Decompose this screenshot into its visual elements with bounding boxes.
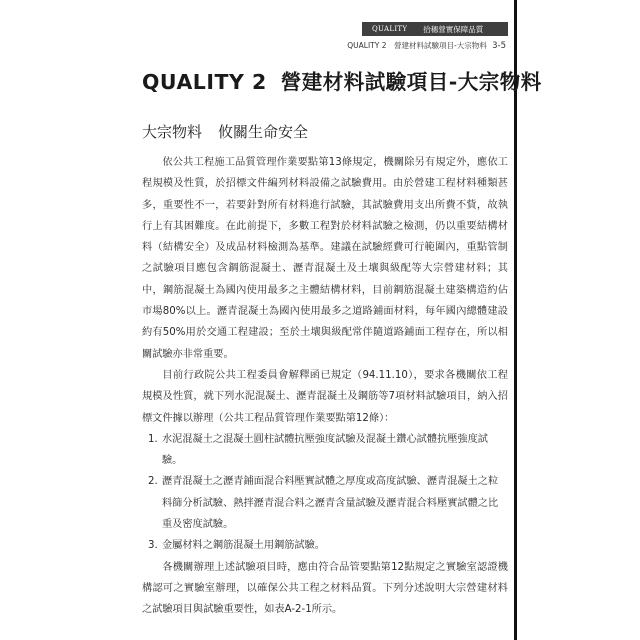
list-item: 2. 瀝青混凝土之瀝青鋪面混合料壓實試體之厚度或高度試驗、瀝青混凝土之粒料篩分析試驗、熱拌瀝青混合料之瀝青含量試驗及瀝青混合料壓實試體之比重及密度試驗。 [148,476,499,531]
subtitle-part1: 大宗物料 [142,123,203,141]
header-tab-title: 拾穗營實保障品質 [423,24,484,34]
page-title [142,65,542,95]
section-subtitle [142,121,308,142]
subtitle-part2: 攸關生命安全 [218,123,309,141]
paragraph: 目前行政院公共工程委員會解釋函已規定（94.11.10），要求各機關依工程規模及性質，就下列水泥混凝土、瀝青混凝土及鋼筋等7項材料試驗項目，納入招標文件據以辦理（公共工程品質管理作業要點第12條）： [142,369,508,424]
paragraph: 依公共工程施工品質管理作業要點第13條規定，機關除另有規定外，應依工程規模及性質，於招標文件編列材料設備之試驗費用。由於營建工程材料種類甚多，重要性不一，若要針對所有材料進行試驗，其試驗費用支出所費不貲，故執行上有其困難度。在此前提下，多數工程對於材料試驗之檢測，仍以重要結構材料（結構安全）及成品材料檢測為基準。建議在試驗經費可行範圍內，重點管制之試驗項目應包含鋼筋混凝土、瀝青混凝土及土壤與級配等大宗營建材料；其中，鋼筋混凝土為國內使用最多之主體結構材料，目前鋼筋混凝土建築構造約佔市場80%以上。瀝青混凝土為國內使用最多之道路鋪面材料，每年國內總體建設約有50%用於交通工程建設；至於土壤與級配常伴隨道路鋪面工程存在，所以相關試驗亦非常重要。 [142,157,508,360]
test-item-list [142,429,508,557]
header-tab [362,22,508,36]
running-head-text: QUALITY 2 營建材料試驗項目-大宗物料 [347,41,487,50]
list-item: 3. 金屬材料之鋼筋混凝土用鋼筋試驗。 [148,540,325,552]
page-number: 3-5 [492,41,506,51]
title-text: 營建材料試驗項目-大宗物料 [280,70,542,94]
closing-paragraph: 各機關辦理上述試驗項目時，應由符合品管要點第12點規定之實驗室認證機構認可之實驗室辦理，以確保公共工程之材料品質。下列分述說明大宗營建材料之試驗項目與試驗重要性，如表A-2-1所示。 [142,561,508,616]
page-edge-bar [514,0,517,640]
list-item: 1. 水泥混凝土之混凝土圓柱試體抗壓強度試驗及混凝土鑽心試體抗壓強度試驗。 [148,433,488,467]
title-quality: QUALITY 2 [142,70,267,94]
running-head [347,40,506,51]
body-text [142,152,508,621]
header-brand: QUALITY [372,25,408,33]
